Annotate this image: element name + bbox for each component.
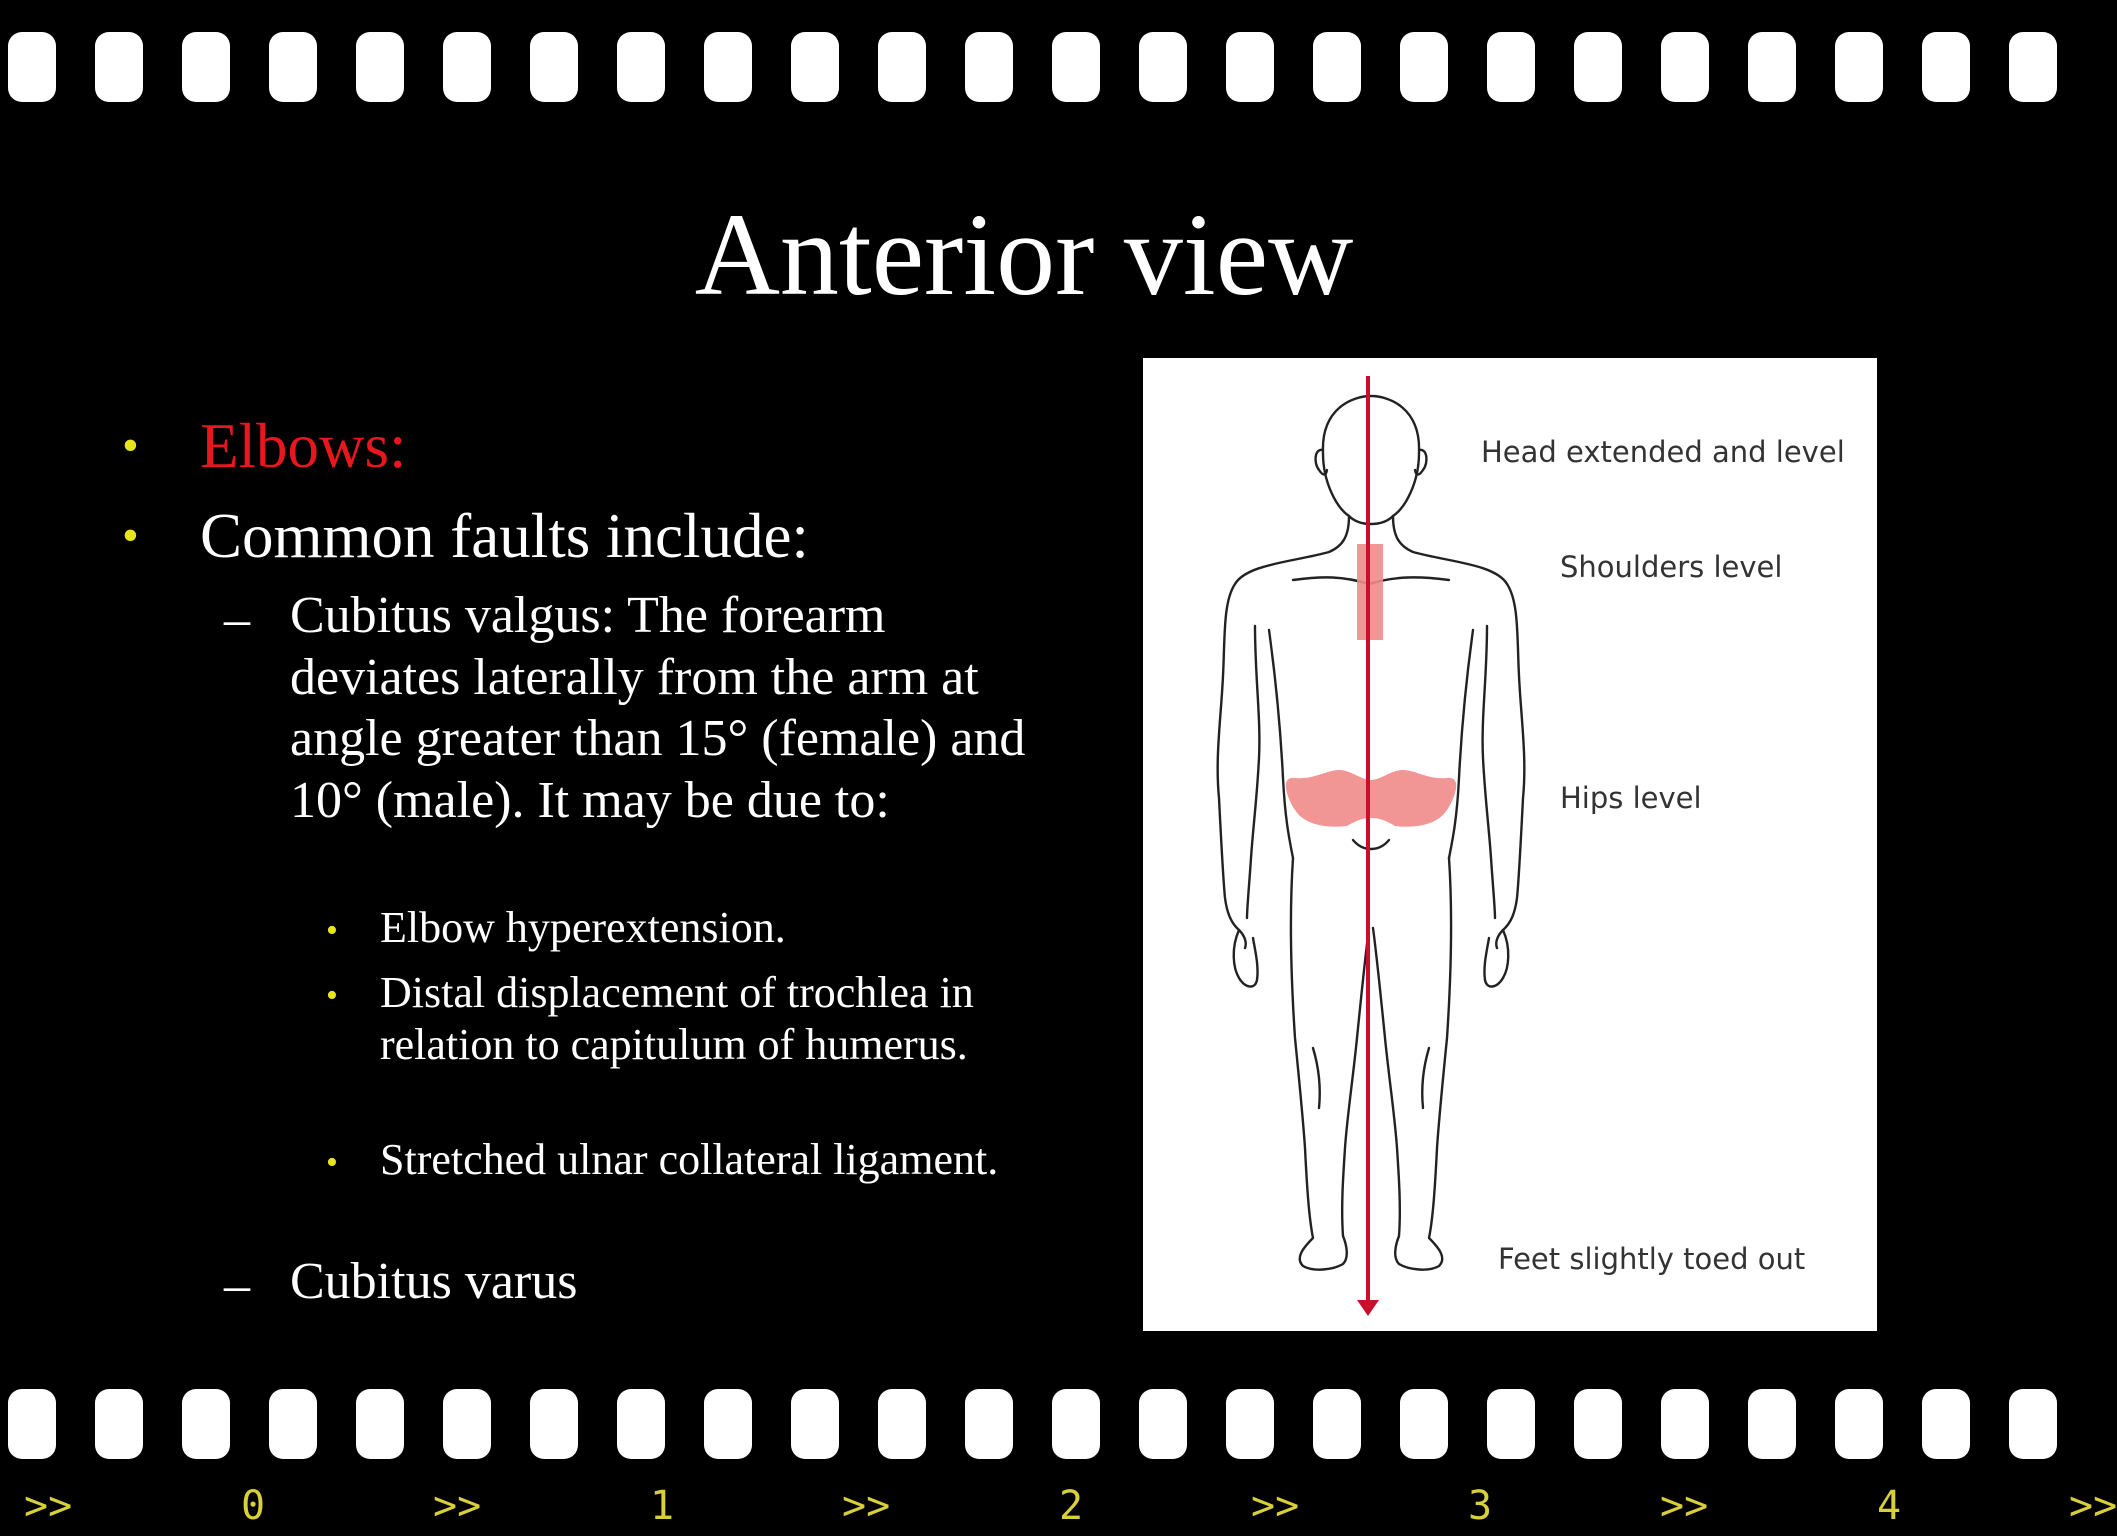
- sprocket-hole: [1661, 1389, 1709, 1459]
- bullet-marker: •: [122, 509, 139, 562]
- bullet-marker: •: [326, 912, 338, 949]
- sprocket-hole: [704, 32, 752, 102]
- frame-counter: [0, 1483, 2117, 1533]
- sprocket-hole: [1487, 1389, 1535, 1459]
- sprocket-hole: [356, 1389, 404, 1459]
- sprocket-hole: [95, 1389, 143, 1459]
- label-head: Head extended and level: [1481, 435, 1845, 469]
- subitem-cubitus-valgus: Cubitus valgus: The forearm deviates laterally from the arm at angle greater than 15° (female) and 10° (male). It may be due to:: [290, 587, 1026, 829]
- sprocket-hole: [95, 32, 143, 102]
- bullet-elbows: Elbows:: [200, 411, 407, 481]
- sprocket-hole: [1661, 32, 1709, 102]
- frame-counter-item: 4: [1877, 1483, 1902, 1529]
- sprocket-hole: [1400, 32, 1448, 102]
- sprocket-hole: [2009, 32, 2057, 102]
- sprocket-hole: [269, 32, 317, 102]
- sprocket-hole: [182, 1389, 230, 1459]
- sprocket-hole: [1226, 32, 1274, 102]
- sprocket-hole: [1313, 1389, 1361, 1459]
- sprocket-hole: [2009, 1389, 2057, 1459]
- frame-counter-item: >>: [1660, 1483, 1709, 1529]
- sprocket-hole: [269, 1389, 317, 1459]
- sprocket-hole: [617, 1389, 665, 1459]
- sprocket-hole: [1226, 1389, 1274, 1459]
- frame-counter-item: >>: [433, 1483, 482, 1529]
- body-outline-illustration: [1143, 358, 1877, 1331]
- frame-counter-item: >>: [24, 1483, 73, 1529]
- bullet-marker: •: [326, 977, 338, 1014]
- sprocket-hole: [1574, 32, 1622, 102]
- sprocket-hole: [1835, 1389, 1883, 1459]
- sprocket-hole: [1922, 1389, 1970, 1459]
- sprocket-hole: [1052, 1389, 1100, 1459]
- frame-counter-item: >>: [842, 1483, 891, 1529]
- sprocket-hole: [356, 32, 404, 102]
- sprocket-hole: [8, 1389, 56, 1459]
- frame-counter-item: 3: [1468, 1483, 1493, 1529]
- sprocket-hole: [965, 1389, 1013, 1459]
- sprocket-hole: [704, 1389, 752, 1459]
- sprocket-hole: [1313, 32, 1361, 102]
- sprocket-hole: [182, 32, 230, 102]
- filmstrip-bottom: [0, 1389, 2048, 1459]
- cause-elbow-hyperextension: Elbow hyperextension.: [380, 903, 786, 952]
- frame-counter-item: 0: [241, 1483, 266, 1529]
- label-feet: Feet slightly toed out: [1498, 1242, 1806, 1276]
- sprocket-hole: [530, 1389, 578, 1459]
- frame-counter-item: >>: [2069, 1483, 2117, 1529]
- posture-figure: [1143, 358, 1877, 1331]
- sprocket-hole: [1748, 1389, 1796, 1459]
- sprocket-hole: [791, 32, 839, 102]
- frame-counter-item: 1: [650, 1483, 675, 1529]
- bullet-marker: •: [326, 1144, 338, 1181]
- label-shoulders: Shoulders level: [1560, 550, 1783, 584]
- sprocket-hole: [1400, 1389, 1448, 1459]
- sprocket-hole: [1748, 32, 1796, 102]
- sprocket-hole: [791, 1389, 839, 1459]
- sprocket-hole: [878, 32, 926, 102]
- sprocket-hole: [530, 32, 578, 102]
- sprocket-hole: [8, 32, 56, 102]
- bullet-marker: •: [122, 419, 139, 472]
- cause-stretched-ligament: Stretched ulnar collateral ligament.: [380, 1135, 999, 1184]
- sprocket-hole: [617, 32, 665, 102]
- frame-counter-item: 2: [1059, 1483, 1084, 1529]
- sprocket-hole: [1139, 32, 1187, 102]
- sprocket-hole: [1574, 1389, 1622, 1459]
- dash-marker: –: [224, 591, 250, 648]
- sprocket-hole: [1052, 32, 1100, 102]
- sprocket-hole: [1835, 32, 1883, 102]
- sprocket-hole: [443, 32, 491, 102]
- dash-marker: –: [224, 1257, 250, 1314]
- subitem-cubitus-varus: Cubitus varus: [290, 1253, 578, 1310]
- sprocket-hole: [443, 1389, 491, 1459]
- filmstrip-top: [0, 32, 2048, 102]
- sprocket-hole: [1139, 1389, 1187, 1459]
- slide-title: Anterior view: [694, 189, 1354, 320]
- frame-counter-item: >>: [1251, 1483, 1300, 1529]
- cause-trochlea-displacement: Distal displacement of trochlea in relation to capitulum of humerus.: [380, 968, 974, 1069]
- sprocket-hole: [1922, 32, 1970, 102]
- bullet-common-faults: Common faults include:: [200, 501, 809, 571]
- label-hips: Hips level: [1560, 781, 1702, 815]
- sprocket-hole: [965, 32, 1013, 102]
- sprocket-hole: [878, 1389, 926, 1459]
- sprocket-hole: [1487, 32, 1535, 102]
